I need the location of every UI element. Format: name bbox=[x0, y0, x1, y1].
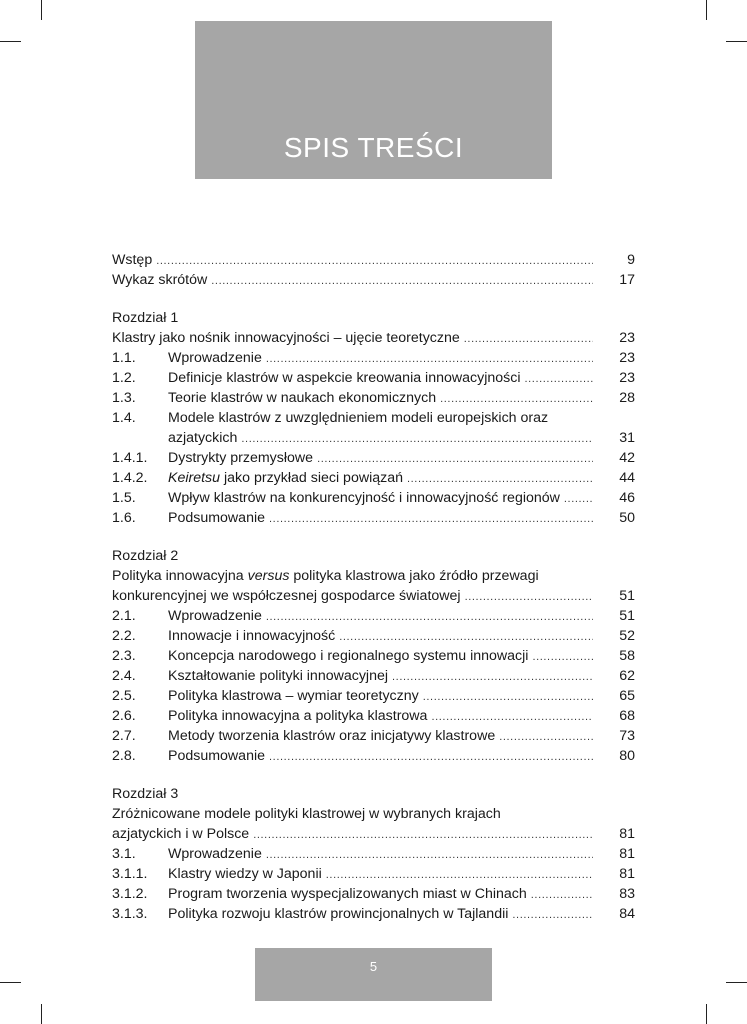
footer-banner bbox=[255, 948, 492, 1001]
toc-entry-continuation[interactable] bbox=[112, 428, 635, 448]
toc-entry[interactable] bbox=[112, 884, 635, 904]
toc-entry-text: Program tworzenia wyspecjalizowanych miast w Chinach bbox=[168, 886, 527, 902]
leader-dots bbox=[253, 825, 593, 845]
toc-page-number: 68 bbox=[619, 708, 635, 724]
chapter-title-text: Zróżnicowane modele polityki klastrowej w wybranych krajach bbox=[112, 806, 501, 822]
toc-entry-text: Teorie klastrów w naukach ekonomicznych bbox=[168, 390, 437, 406]
toc-entry-text: Modele klastrów z uwzględnieniem modeli europejskich oraz bbox=[168, 410, 549, 426]
chapter-title-line[interactable] bbox=[112, 824, 635, 844]
toc-entry-text: Podsumowanie bbox=[168, 510, 266, 526]
section-number: 2.5. bbox=[112, 688, 136, 704]
toc-page-number: 51 bbox=[619, 588, 635, 604]
toc-page-number: 84 bbox=[619, 906, 635, 922]
section-number: 3.1.3. bbox=[112, 906, 148, 922]
toc-entry[interactable] bbox=[112, 706, 635, 726]
toc-page-number: 81 bbox=[619, 866, 635, 882]
toc-entry-wstep[interactable] bbox=[112, 250, 635, 270]
toc-entry[interactable] bbox=[112, 448, 635, 468]
chapter-label: Rozdział 2 bbox=[112, 548, 179, 564]
toc-entry[interactable] bbox=[112, 844, 635, 864]
leader-dots bbox=[266, 845, 593, 865]
toc-entry[interactable] bbox=[112, 606, 635, 626]
chapter-title-text: azjatyckich i w Polsce bbox=[112, 826, 250, 842]
toc-page-number: 44 bbox=[619, 470, 635, 486]
toc-entry-text: Wprowadzenie bbox=[168, 608, 262, 624]
chapter-title-line[interactable] bbox=[112, 586, 635, 606]
section-number: 2.2. bbox=[112, 628, 136, 644]
leader-dots bbox=[499, 727, 593, 747]
leader-dots bbox=[564, 489, 593, 509]
toc-page-number: 46 bbox=[619, 490, 635, 506]
toc-entry-text: Klastry wiedzy w Japonii bbox=[168, 866, 322, 882]
crop-mark bbox=[726, 982, 747, 983]
crop-mark bbox=[0, 982, 21, 983]
section-number: 2.1. bbox=[112, 608, 136, 624]
toc-page-number: 65 bbox=[619, 688, 635, 704]
toc-page-number: 51 bbox=[619, 608, 635, 624]
toc-entry[interactable] bbox=[112, 666, 635, 686]
toc-page-number: 31 bbox=[619, 430, 635, 446]
toc-page-number: 83 bbox=[619, 886, 635, 902]
section-number: 1.5. bbox=[112, 490, 136, 506]
section-number: 2.6. bbox=[112, 708, 136, 724]
leader-dots bbox=[512, 905, 593, 925]
page-number: 5 bbox=[369, 959, 378, 974]
chapter-label: Rozdział 1 bbox=[112, 310, 179, 326]
chapter-title-text bbox=[112, 566, 539, 586]
table-of-contents bbox=[112, 250, 635, 924]
crop-mark bbox=[0, 41, 21, 42]
chapter-label: Rozdział 3 bbox=[112, 786, 179, 802]
toc-entry[interactable] bbox=[112, 388, 635, 408]
toc-page-number: 80 bbox=[619, 748, 635, 764]
section-number: 3.1.2. bbox=[112, 886, 148, 902]
leader-dots bbox=[317, 449, 593, 469]
section-number: 1.4.1. bbox=[112, 450, 148, 466]
leader-dots bbox=[392, 667, 593, 687]
leader-dots bbox=[524, 369, 593, 389]
leader-dots bbox=[407, 469, 593, 489]
toc-entry[interactable] bbox=[112, 488, 635, 508]
toc-entry-text: Polityka rozwoju klastrów prowincjonalnych w Tajlandii bbox=[168, 906, 509, 922]
toc-page-number: 81 bbox=[619, 846, 635, 862]
section-number: 1.1. bbox=[112, 350, 136, 366]
leader-dots bbox=[266, 607, 593, 627]
toc-entry-text: azjatyckich bbox=[168, 430, 238, 446]
chapter-title-line[interactable] bbox=[112, 566, 635, 586]
chapter-title-line[interactable] bbox=[112, 804, 635, 824]
chapter-title-text: konkurencyjnej we współczesnej gospodarce światowej bbox=[112, 588, 461, 604]
leader-dots bbox=[211, 271, 593, 291]
leader-dots bbox=[431, 707, 593, 727]
toc-entry-wykaz-skrotow[interactable] bbox=[112, 270, 635, 290]
toc-entry[interactable] bbox=[112, 468, 635, 488]
section-number: 1.4. bbox=[112, 410, 136, 426]
chapter-title-part: polityka klastrowa jako źródło przewagi bbox=[289, 568, 539, 584]
leader-dots bbox=[440, 389, 593, 409]
leader-dots bbox=[531, 885, 593, 905]
toc-entry[interactable] bbox=[112, 348, 635, 368]
section-number: 1.4.2. bbox=[112, 470, 148, 486]
leader-dots bbox=[532, 647, 593, 667]
toc-page-number: 52 bbox=[619, 628, 635, 644]
toc-entry-text: Wprowadzenie bbox=[168, 846, 262, 862]
toc-entry[interactable] bbox=[112, 904, 635, 924]
toc-entry-text: Polityka innowacyjna a polityka klastrowa bbox=[168, 708, 428, 724]
toc-entry-text: Dystrykty przemysłowe bbox=[168, 450, 314, 466]
section-number: 2.7. bbox=[112, 728, 136, 744]
toc-entry-text: Wykaz skrótów bbox=[112, 272, 208, 288]
leader-dots bbox=[464, 329, 593, 349]
page-title: SPIS TREŚCI bbox=[283, 132, 464, 163]
toc-entry-text: Kształtowanie polityki innowacyjnej bbox=[168, 668, 389, 684]
section-number: 2.8. bbox=[112, 748, 136, 764]
toc-page-number: 17 bbox=[619, 272, 635, 288]
toc-page-number: 23 bbox=[619, 350, 635, 366]
title-banner bbox=[195, 21, 552, 179]
leader-dots bbox=[423, 687, 593, 707]
toc-entry[interactable] bbox=[112, 626, 635, 646]
toc-page-number: 73 bbox=[619, 728, 635, 744]
section-number: 2.3. bbox=[112, 648, 136, 664]
toc-entry[interactable] bbox=[112, 864, 635, 884]
crop-mark bbox=[41, 1004, 42, 1024]
italic-term: versus bbox=[247, 568, 290, 584]
toc-entry-text bbox=[168, 468, 403, 488]
toc-entry-text: Polityka klastrowa – wymiar teoretyczny bbox=[168, 688, 419, 704]
section-number: 1.2. bbox=[112, 370, 136, 386]
leader-dots bbox=[339, 627, 593, 647]
leader-dots bbox=[241, 429, 593, 449]
toc-entry-text: Wstęp bbox=[112, 252, 153, 268]
leader-dots bbox=[266, 349, 593, 369]
toc-entry-text: Koncepcja narodowego i regionalnego systemu innowacji bbox=[168, 648, 529, 664]
chapter-title-part: Polityka innowacyjna bbox=[112, 568, 248, 584]
section-number: 1.3. bbox=[112, 390, 136, 406]
toc-page-number: 23 bbox=[619, 370, 635, 386]
toc-entry[interactable] bbox=[112, 368, 635, 388]
toc-page-number: 23 bbox=[619, 330, 635, 346]
crop-mark bbox=[706, 1004, 707, 1024]
toc-entry-text-rest: jako przykład sieci powiązań bbox=[220, 470, 403, 486]
toc-entry-text: Wpływ klastrów na konkurencyjność i innowacyjność regionów bbox=[168, 490, 560, 506]
leader-dots bbox=[326, 865, 593, 885]
chapter-title[interactable] bbox=[112, 328, 635, 348]
toc-entry-text: Podsumowanie bbox=[168, 748, 266, 764]
toc-entry[interactable] bbox=[112, 686, 635, 706]
toc-entry-text: Wprowadzenie bbox=[168, 350, 262, 366]
section-number: 2.4. bbox=[112, 668, 136, 684]
crop-mark bbox=[706, 0, 707, 20]
section-number: 3.1. bbox=[112, 846, 136, 862]
toc-entry-text: Innowacje i innowacyjność bbox=[168, 628, 336, 644]
toc-entry[interactable] bbox=[112, 408, 635, 428]
toc-page-number: 28 bbox=[619, 390, 635, 406]
leader-dots bbox=[156, 251, 593, 271]
crop-mark bbox=[41, 0, 42, 20]
toc-page-number: 62 bbox=[619, 668, 635, 684]
leader-dots bbox=[269, 509, 593, 529]
toc-page-number: 50 bbox=[619, 510, 635, 526]
section-number: 1.6. bbox=[112, 510, 136, 526]
crop-mark bbox=[726, 41, 747, 42]
chapter-title-text: Klastry jako nośnik innowacyjności – ujęcie teoretyczne bbox=[112, 330, 460, 346]
toc-entry[interactable] bbox=[112, 726, 635, 746]
toc-entry-text: Definicje klastrów w aspekcie kreowania innowacyjności bbox=[168, 370, 521, 386]
toc-page-number: 58 bbox=[619, 648, 635, 664]
leader-dots bbox=[465, 587, 593, 607]
section-number: 3.1.1. bbox=[112, 866, 148, 882]
toc-entry[interactable] bbox=[112, 646, 635, 666]
toc-page-number: 42 bbox=[619, 450, 635, 466]
italic-term: Keiretsu bbox=[168, 470, 221, 486]
toc-page-number: 9 bbox=[627, 252, 635, 268]
toc-entry[interactable] bbox=[112, 508, 635, 528]
toc-page-number: 81 bbox=[619, 826, 635, 842]
leader-dots bbox=[269, 747, 593, 767]
toc-entry[interactable] bbox=[112, 746, 635, 766]
toc-entry-text: Metody tworzenia klastrów oraz inicjatywy klastrowe bbox=[168, 728, 496, 744]
